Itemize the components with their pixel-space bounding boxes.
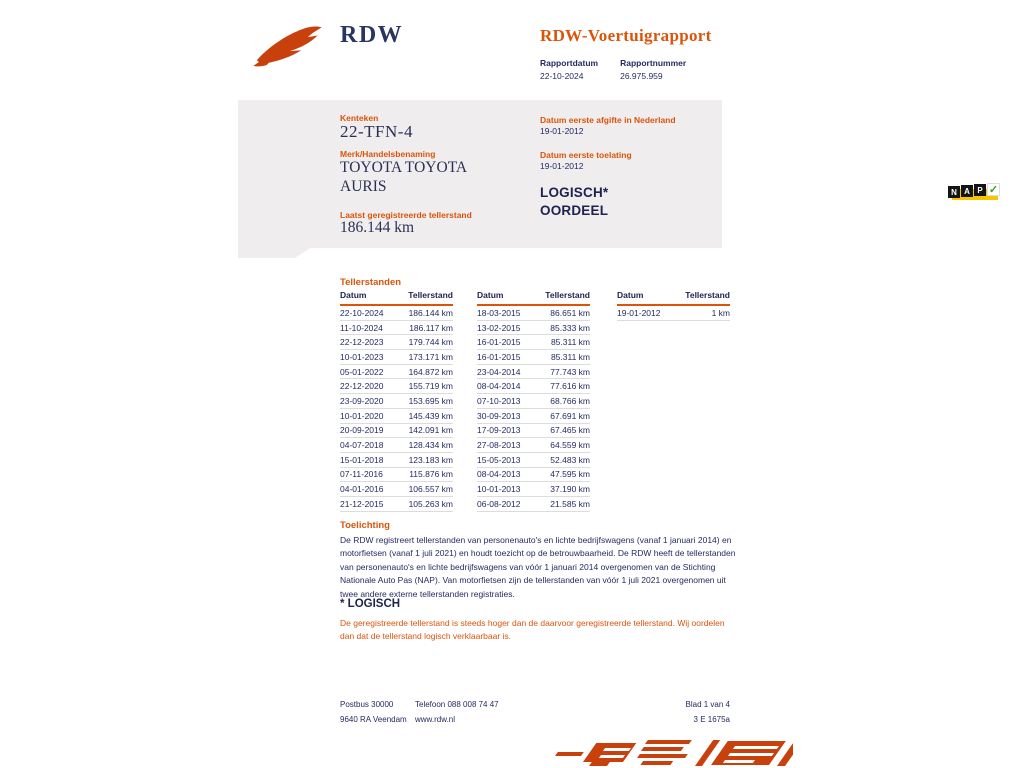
footer-page-number: Blad 1 van 4 [685,700,730,709]
cell-datum: 07-10-2013 [477,395,521,406]
table-row [477,365,590,380]
table-row [340,335,453,350]
table-row [477,409,590,424]
table-row [340,321,453,336]
cell-datum: 15-01-2018 [340,454,384,465]
afgifte-value: 19-01-2012 [540,126,584,136]
cell-tellerstand: 67.465 km [550,425,590,436]
table-row [340,438,453,453]
col-datum: Datum [477,290,504,300]
cell-tellerstand: 21.585 km [550,498,590,509]
table-row [477,497,590,512]
cell-tellerstand: 86.651 km [550,307,590,318]
col-tellerstand: Tellerstand [685,290,730,300]
logisch-heading: * LOGISCH [340,598,401,610]
table-row [477,306,590,321]
nap-logo [948,183,1000,203]
cell-datum: 10-01-2013 [477,484,521,495]
cell-datum: 08-04-2014 [477,381,521,392]
report-date-value: 22-10-2024 [540,71,584,81]
table-row [340,497,453,512]
table-row [340,394,453,409]
cell-tellerstand: 123.183 km [408,454,453,465]
report-meta [540,58,686,81]
rdw-logo [252,25,334,69]
cell-tellerstand: 145.439 km [408,410,453,421]
cell-datum: 21-12-2015 [340,498,384,509]
footer-telefoon: Telefoon 088 008 74 47 [415,700,499,709]
table-row [477,482,590,497]
cell-datum: 22-12-2023 [340,337,384,348]
cell-datum: 18-03-2015 [477,307,521,318]
cell-datum: 11-10-2024 [340,322,383,333]
afgifte-label: Datum eerste afgifte in Nederland [540,115,676,125]
nap-letter-p: P [974,184,986,196]
table-header-row [340,290,453,306]
cell-datum: 16-01-2015 [477,351,521,362]
tellerstand-label: Laatst geregistreerde tellerstand [340,210,472,220]
panel-tail-decoration [238,248,310,258]
cell-datum: 22-10-2024 [340,307,384,318]
cell-tellerstand: 77.743 km [550,366,590,377]
table-row [477,321,590,336]
report-date-label: Rapportdatum [540,58,599,68]
tellerstanden-table-2 [477,290,590,512]
cell-datum: 06-08-2012 [477,498,521,509]
cell-tellerstand: 85.311 km [550,337,590,348]
oordeel-line2: OORDEEL [540,203,609,218]
cell-datum: 05-01-2022 [340,366,384,377]
oordeel-verdict [540,184,608,220]
toelichting-body: De RDW registreert tellerstanden van personenauto's en lichte bedrijfswagens (vanaf 1 januari 2014) en motorfietsen (vanaf 1 juli 2021) en houdt toezicht op de betrouwbaarheid. De RDW heeft de tellerstanden van personenauto's en lichte bedrijfswagens van vóór 1 januari 2014 overgenomen van de Stichting Nationale Auto Pas (NAP). Van motorfietsen zijn de tellerstanden van vóór 1 juli 2021 overgenomen uit twee andere externe tellerstanden registraties. [340,535,736,599]
table-header-row [617,290,730,306]
footer-form-code: 3 E 1675a [693,715,730,724]
kenteken-value: 22-TFN-4 [340,122,413,141]
cell-datum: 07-11-2016 [340,469,383,480]
merk-value: TOYOTA TOYOTA AURIS [340,159,467,195]
cell-tellerstand: 85.333 km [550,322,590,333]
cell-tellerstand: 186.144 km [408,307,453,318]
cell-tellerstand: 77.616 km [550,381,590,392]
cell-tellerstand: 37.190 km [550,484,590,495]
table-row [340,482,453,497]
table-row [477,468,590,483]
cell-tellerstand: 179.744 km [408,337,453,348]
cell-tellerstand: 105.263 km [408,498,453,509]
cell-tellerstand: 68.766 km [550,395,590,406]
cell-tellerstand: 164.872 km [408,366,453,377]
table-row [340,365,453,380]
footer-postbus: Postbus 30000 [340,700,394,709]
oordeel-line1: LOGISCH* [540,185,609,200]
cell-tellerstand: 67.691 km [550,410,590,421]
report-number-value: 26.975.959 [620,71,663,81]
cell-tellerstand: 47.595 km [550,469,590,480]
table-row [340,409,453,424]
nap-letter-a: A [961,185,973,197]
cell-datum: 19-01-2012 [617,307,661,318]
cell-tellerstand: 142.091 km [408,425,453,436]
cell-tellerstand: 64.559 km [550,440,590,451]
table-row [477,438,590,453]
col-datum: Datum [617,290,644,300]
logisch-body: De geregistreerde tellerstand is steeds hoger dan de daarvoor geregistreerde tellerstand. Wij oordelen dan dat de tellerstand logisch verklaarbaar is. [340,618,725,641]
cell-datum: 08-04-2013 [477,469,521,480]
tellerstanden-table-3 [617,290,730,321]
cell-tellerstand: 106.557 km [408,484,453,495]
cell-datum: 04-01-2016 [340,484,384,495]
kenteken-label: Kenteken [340,113,379,123]
table-row [477,335,590,350]
cell-datum: 30-09-2013 [477,410,521,421]
col-tellerstand: Tellerstand [545,290,590,300]
page-title: RDW-Voertuigrapport [540,26,712,45]
cell-datum: 16-01-2015 [477,337,521,348]
cell-tellerstand: 155.719 km [408,381,453,392]
cell-datum: 17-09-2013 [477,425,521,436]
table-row [477,424,590,439]
cell-datum: 10-01-2020 [340,410,384,421]
cell-datum: 23-09-2020 [340,395,384,406]
brand-wordmark: RDW [340,22,404,48]
nap-letter-n: N [948,186,960,198]
toelating-label: Datum eerste toelating [540,150,632,160]
cell-datum: 04-07-2018 [340,440,384,451]
table-row [477,379,590,394]
footer-decoration [553,735,793,768]
cell-datum: 22-12-2020 [340,381,384,392]
toelating-value: 19-01-2012 [540,161,584,171]
cell-datum: 13-02-2015 [477,322,521,333]
cell-tellerstand: 153.695 km [408,395,453,406]
cell-tellerstand: 186.117 km [409,322,453,333]
cell-tellerstand: 1 km [711,307,730,318]
table-row [340,453,453,468]
tellerstand-value: 186.144 km [340,219,415,236]
table-row [340,350,453,365]
table-header-row [477,290,590,306]
toelichting-heading: Toelichting [340,520,390,531]
cell-tellerstand: 115.876 km [409,469,453,480]
cell-datum: 20-09-2019 [340,425,384,436]
nap-check-icon: ✓ [988,184,999,196]
cell-tellerstand: 128.434 km [408,440,453,451]
table-row [340,306,453,321]
tellerstanden-table-1 [340,290,453,512]
cell-tellerstand: 85.311 km [550,351,590,362]
report-number-label: Rapportnummer [620,58,687,68]
footer-website: www.rdw.nl [415,715,456,724]
table-row [477,350,590,365]
table-row [477,394,590,409]
cell-datum: 27-08-2013 [477,440,521,451]
cell-tellerstand: 52.483 km [550,454,590,465]
cell-tellerstand: 173.171 km [408,351,453,362]
vehicle-summary-panel [238,100,999,248]
table-row [340,424,453,439]
cell-datum: 23-04-2014 [477,366,521,377]
table-row [340,468,453,483]
table-row [477,453,590,468]
merk-label: Merk/Handelsbenaming [340,149,436,159]
footer-city: 9640 RA Veendam [340,715,407,724]
col-datum: Datum [340,290,367,300]
tellerstanden-heading: Tellerstanden [340,277,402,288]
cell-datum: 15-05-2013 [477,454,521,465]
table-row [340,379,453,394]
col-tellerstand: Tellerstand [408,290,453,300]
cell-datum: 10-01-2023 [340,351,384,362]
table-row [617,306,730,321]
